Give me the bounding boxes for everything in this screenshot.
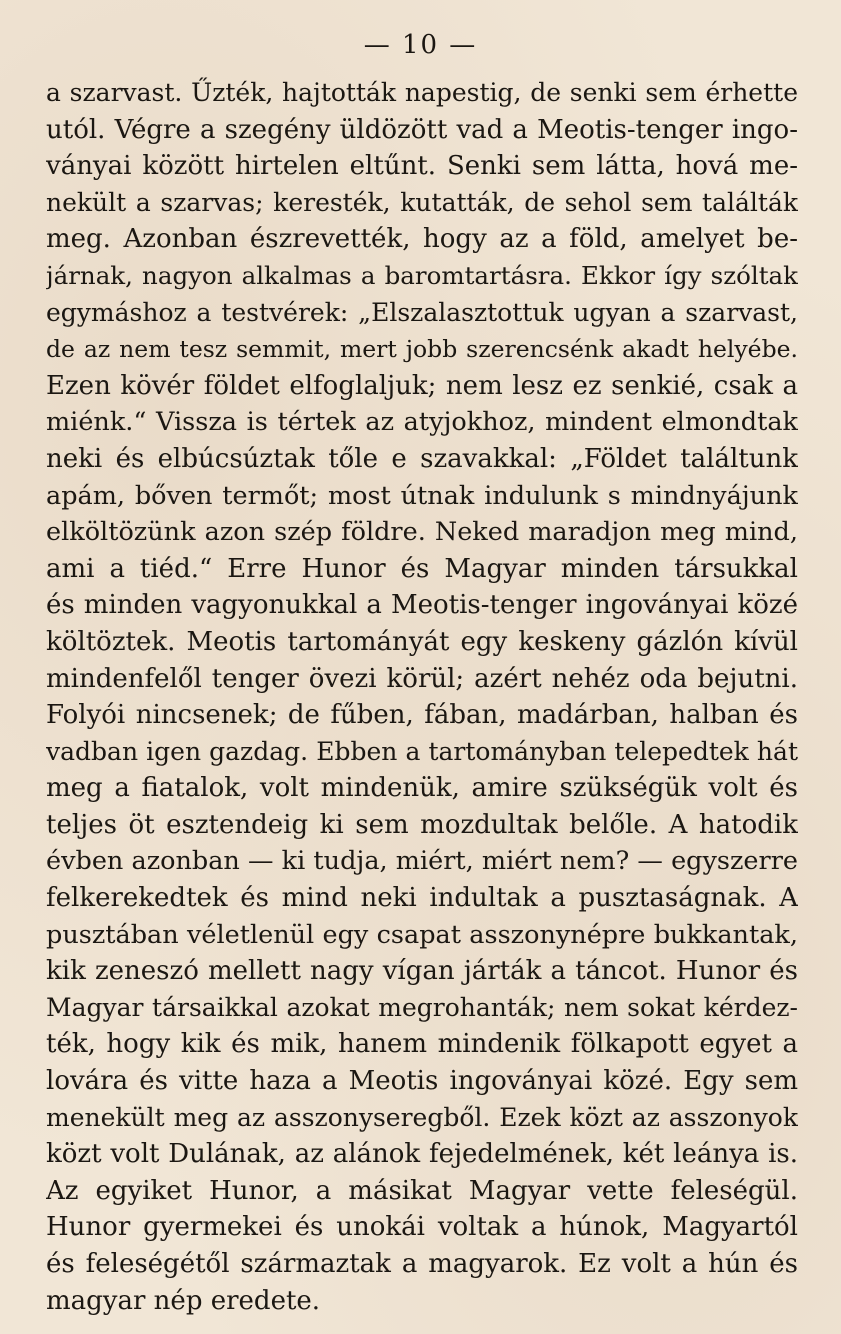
text-line: teljes öt esztendeig ki sem mozdultak belőle. A hatodik: [46, 809, 798, 840]
text-line: és feleségétől származtak a magyarok. Ez volt a hún és: [46, 1249, 798, 1279]
text-line: Az egyiket Hunor, a másikat Magyar vette feleségül.: [46, 1175, 798, 1206]
text-line: Hunor gyermekei és unokái voltak a húnok, Magyartól: [46, 1212, 798, 1243]
text-line: vadban igen gazdag. Ebben a tartományban telepedtek hát: [46, 736, 798, 766]
text-line: magyar nép eredete.: [46, 1285, 321, 1316]
body-text: [46, 75, 798, 1319]
text-line: kik zeneszó mellett nagy vígan járták a táncot. Hunor és: [46, 956, 798, 987]
text-line: Magyar társaikkal azokat megrohanták; nem sokat kérdez-: [46, 992, 798, 1022]
text-line: a szarvast. Űzték, hajtották napestig, de senki sem érhette: [46, 78, 798, 107]
text-line: ványai között hirtelen eltűnt. Senki sem látta, hová me-: [46, 151, 798, 182]
text-line: pusztában véletlenül egy csapat asszonynépre bukkantak,: [46, 919, 798, 950]
text-line: évben azonban — ki tudja, miért, miért nem? — egyszerre: [46, 846, 798, 877]
text-line: felkerekedtek és mind neki indultak a pusztaságnak. A: [46, 883, 798, 914]
text-line: nekült a szarvas; keresték, kutatták, de sehol sem találták: [46, 187, 798, 217]
text-line: meg a fiatalok, volt mindenük, amire szükségük volt és: [46, 773, 798, 804]
text-line: költöztek. Meotis tartományát egy keskeny gázlón kívül: [46, 626, 798, 657]
text-line: Folyói nincsenek; de fűben, fában, madárban, halban és: [46, 700, 798, 731]
text-line: közt volt Dulának, az alánok fejedelmének, két leánya is.: [46, 1139, 798, 1170]
text-line: menekült meg az asszonyseregből. Ezek közt az asszonyok: [46, 1102, 798, 1132]
text-line: miénk.“ Vissza is tértek az atyjokhoz, mindent elmondtak: [46, 407, 798, 438]
text-line: járnak, nagyon alkalmas a baromtartásra. Ekkor így szóltak: [46, 260, 798, 290]
text-line: Ezen kövér földet elfoglaljuk; nem lesz ez senkié, csak a: [46, 370, 798, 401]
text-line: ami a tiéd.“ Erre Hunor és Magyar minden társukkal: [46, 553, 798, 584]
text-line: utól. Végre a szegény üldözött vad a Meotis-tenger ingo-: [46, 114, 798, 145]
text-line: és minden vagyonukkal a Meotis-tenger ingoványai közé: [46, 590, 798, 621]
text-line: elköltözünk azon szép földre. Neked maradjon meg mind,: [46, 517, 798, 548]
text-line: de az nem tesz semmit, mert jobb szerencsénk akadt helyébe.: [46, 335, 798, 364]
text-line: ték, hogy kik és mik, hanem mindenik fölkapott egyet a: [46, 1029, 798, 1060]
text-line: meg. Azonban észrevették, hogy az a föld, amelyet be-: [46, 224, 798, 255]
text-line: mindenfelől tenger övezi körül; azért nehéz oda bejutni.: [46, 663, 798, 694]
text-line: egymáshoz a testvérek: „Elszalasztottuk ugyan a szarvast,: [46, 297, 798, 327]
text-line: apám, bőven termőt; most útnak indulunk s mindnyájunk: [46, 480, 798, 511]
text-line: neki és elbúcsúztak tőle e szavakkal: „Földet találtunk: [46, 443, 798, 474]
page-number: — 10 —: [363, 30, 478, 60]
text-line: lovára és vitte haza a Meotis ingoványai közé. Egy sem: [46, 1066, 798, 1097]
